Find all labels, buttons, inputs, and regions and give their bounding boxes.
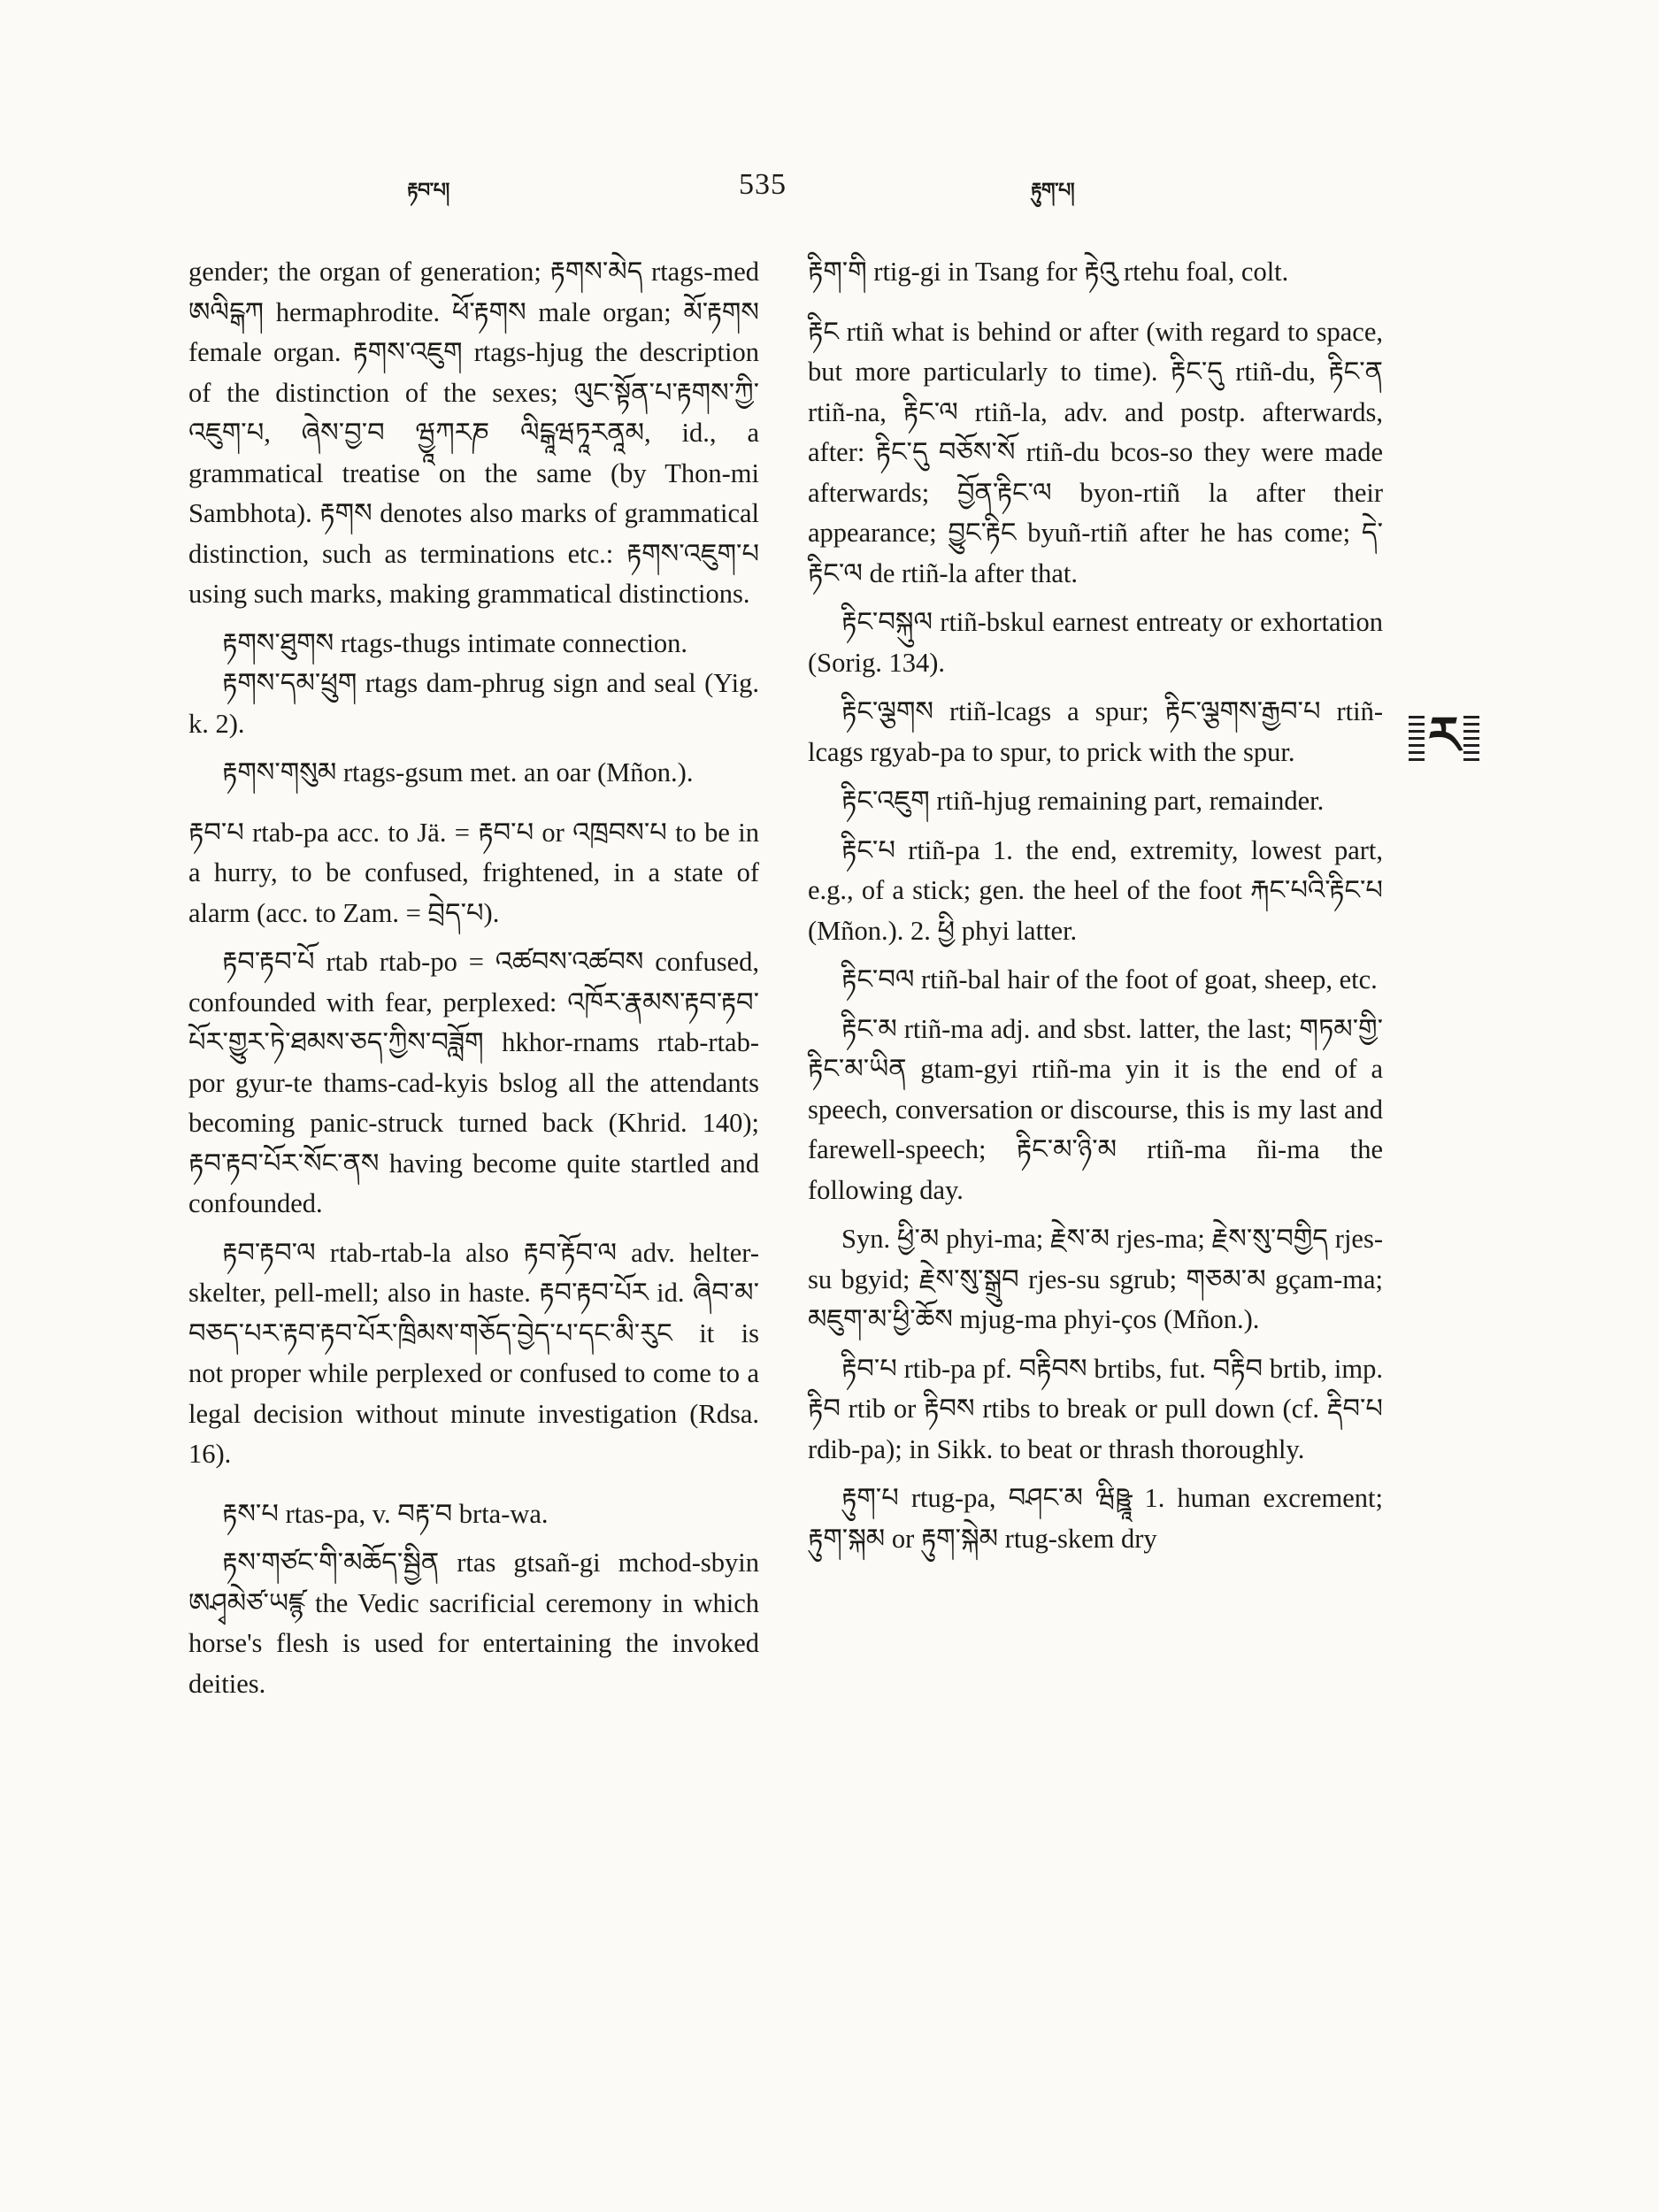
- entry-rtin-pa: རྟིང་པ rtiñ-pa 1. the end, extremity, lowest part, e.g., of a stick; gen. the heel of the foot རྐང་པའི་རྟིང་པ (Mñon.). 2. ཕྱི phyi latter.: [808, 834, 1383, 946]
- entry-rtags-thugs: རྟགས་ཐུགས rtags-thugs intimate connection.: [222, 627, 688, 658]
- thumb-index-tab: [1409, 705, 1479, 765]
- entry-rtin-ma: རྟིང་མ rtiñ-ma adj. and sbst. latter, the last; གཏམ་གྱི་རྟིང་མ་ཡིན gtam-gyi rtiñ-ma yin it is the end of a speech, conversation or discourse, this is my last and farewell-speech; རྟིང་མ་ཉི་མ rtiñ-ma ñi-ma the following day.: [808, 1013, 1383, 1205]
- synonyms: Syn. ཕྱི་མ phyi-ma; རྗེས་མ rjes-ma; རྗེས་སུ་བགྱིད rjes-su bgyid; རྗེས་སུ་སྒྲུབ rjes-su sgrub; གཅམ་མ gçam-ma; མཇུག་མ་ཕྱི་ཆོས mjug-ma phyi-ços (Mñon.).: [808, 1224, 1383, 1334]
- entry-rtab-pa: རྟབ་པ rtab-pa acc. to Jä. = རྟབ་པ or འཁྲབས་པ to be in a hurry, to be confused, frightened, in a state of alarm (acc. to Zam. = བྲེད་པ).: [188, 817, 759, 928]
- left-column: [188, 252, 759, 1704]
- entry-rtin-lcags: རྟིང་ལྕགས rtiñ-lcags a spur; རྟིང་ལྕགས་རྒྱབ་པ rtiñ-lcags rgyab-pa to spur, to prick with the spur.: [808, 696, 1383, 767]
- running-head-left: རྟབ་པ།: [407, 180, 449, 202]
- entry-rtug-pa: རྟུག་པ rtug-pa, བཤང་མ ཝིཥྛཱ 1. human excrement; རྟུག་སྐམ or རྟུག་སྐེམ rtug-skem dry: [808, 1483, 1383, 1554]
- entry-rtas-pa: རྟས་པ rtas-pa, v. བརྟ་བ brta-wa.: [222, 1498, 549, 1529]
- page-number: 535: [739, 168, 787, 201]
- entry-rtags-gsum: རྟགས་གསུམ rtags-gsum met. an oar (Mñon.).: [222, 757, 694, 787]
- entry-rtas-gtsan: རྟས་གཙང་གི་མཆོད་སྦྱིན rtas gtsañ-gi mchod-sbyin ཨཤྭམེཙ་ཡཛྙ the Vedic sacrificial ceremony in which horse's flesh is used for entertaining the invoked deities.: [188, 1548, 759, 1699]
- running-head-right: རྟུག་པ།: [1031, 180, 1075, 202]
- entry-rtags-dam-phrug: རྟགས་དམ་ཕྲུག rtags dam-phrug sign and seal (Yig. k. 2).: [188, 668, 759, 739]
- entry-rtin-bal: རྟིང་བལ rtiñ-bal hair of the foot of goat, sheep, etc.: [841, 964, 1378, 995]
- entry-rtab-rtab-po: རྟབ་རྟབ་པོ rtab rtab-po = འཚབས་འཚབས confused, confounded with fear, perplexed: འཁོར་རྣམས་རྟབ་རྟབ་པོར་གྱུར་ཏེ་ཐམས་ཅད་ཀྱིས་བཟློག hkhor-rnams rtab-rtab-por gyur-te thams-cad-kyis bslog all the attendants becoming panic-struck turned back (Khrid. 140); རྟབ་རྟབ་པོར་སོང་ནས having become quite startled and confounded.: [188, 947, 759, 1218]
- entry-rtig-gi: རྟིག་གི rtig-gi in Tsang for རྟེའུ rtehu foal, colt.: [808, 257, 1289, 287]
- entry-rtin-hjug: རྟིང་འཇུག rtiñ-hjug remaining part, remainder.: [841, 786, 1325, 816]
- entry-rtags-continued: gender; the organ of generation; རྟགས་མེད rtags-med ཨལིངྒཀ hermaphrodite. ཕོ་རྟགས male organ; མོ་རྟགས female organ. རྟགས་འཇུག rtags-hjug the description of the distinction of the sexes; ལུང་སྟོན་པ་རྟགས་ཀྱི་འཇུག་པ, ཞེས་བྱ་བ ཝྱཱཀརཎ ལིངྒཱཝཏཱརནཱམ, id., a grammatical treatise on the same (by Thon-mi Sambhota). རྟགས denotes also marks of grammatical distinction, such as terminations etc.: རྟགས་འཇུག་པ using such marks, making grammatical distinctions.: [188, 257, 759, 609]
- thumb-index-glyph: ར: [1425, 707, 1463, 764]
- entry-rtab-rtab-la: རྟབ་རྟབ་ལ rtab-rtab-la also རྟབ་རྟོབ་ལ adv. helter-skelter, pell-mell; also in haste. རྟབ་རྟབ་པོར id. ཞིབ་མ་བཅད་པར་རྟབ་རྟབ་པོར་ཁྲིམས་གཅོད་བྱེད་པ་དང་མི་རུང it is not proper while perplexed or confused to come to a legal decision without minute investigation (Rdsa. 16).: [188, 1237, 759, 1469]
- entry-rtib-pa: རྟིབ་པ rtib-pa pf. བརྟིབས brtibs, fut. བརྟིབ brtib, imp. རྟིབ rtib or རྟིབས rtibs to break or pull down (cf. རྡིབ་པ rdib-pa); in Sikk. to beat or thrash thoroughly.: [808, 1353, 1383, 1464]
- entry-rtin-bskul: རྟིང་བསྐུལ rtiñ-bskul earnest entreaty or exhortation (Sorig. 134).: [808, 607, 1383, 678]
- entry-rtin: རྟིང rtiñ what is behind or after (with regard to space, but more particularly to time). རྟིང་དུ rtiñ-du, རྟིང་ན rtiñ-na, རྟིང་ལ rtiñ-la, adv. and postp. afterwards, after: རྟིང་དུ བཅོས་སོ rtiñ-du bcos-so they were made afterwards; བྱོན་རྟིང་ལ byon-rtiñ la after their appearance; བྱུང་རྟིང byuñ-rtiñ after he has come; དེ་རྟིང་ལ de rtiñ-la after that.: [808, 316, 1383, 588]
- right-column: [808, 252, 1383, 1559]
